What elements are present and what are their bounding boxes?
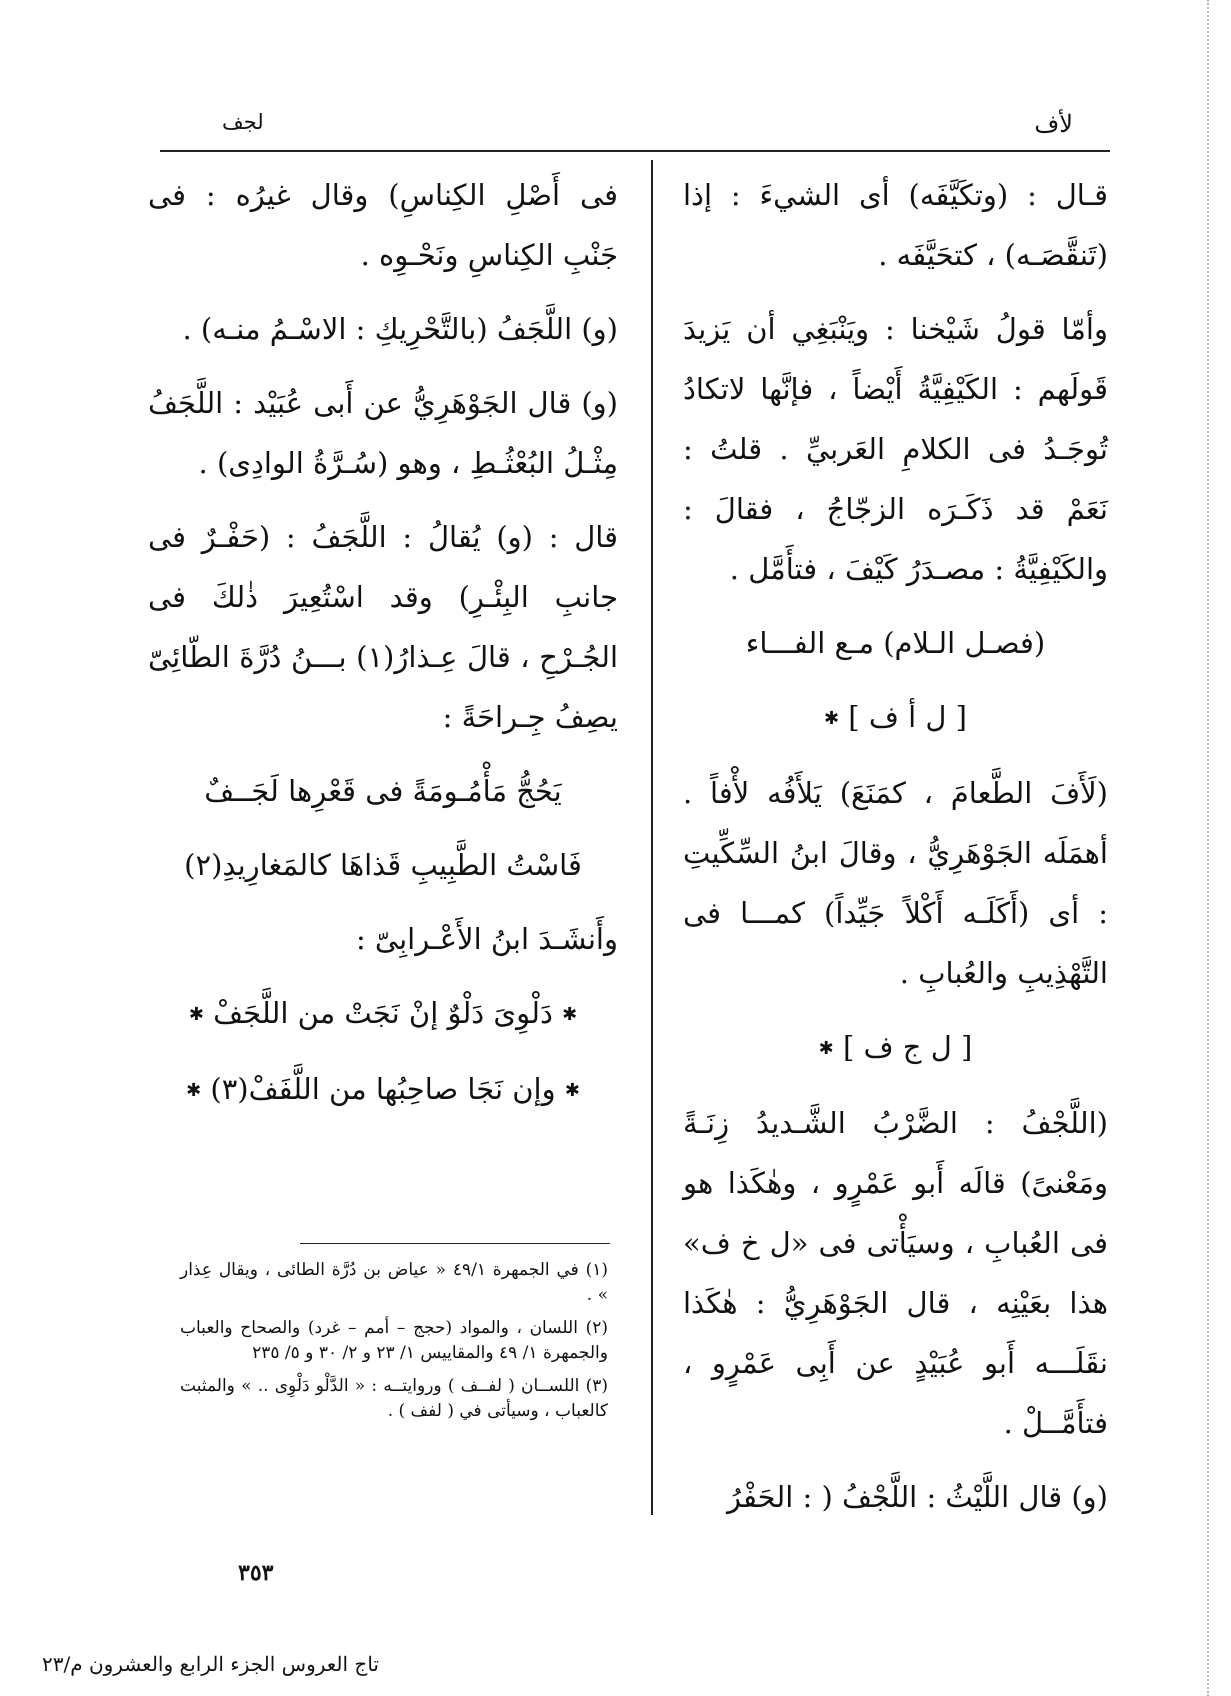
paragraph: (و) قال الجَوْهَرِيُّ عن أَبى عُبَيْد : اللَّجَفُ مِثْـلُ البُعْثُـطِ ، وهو (سُـرَّةُ الوادِى) . bbox=[148, 386, 618, 480]
entry-root: [ ل ج ف ] bbox=[842, 1030, 973, 1064]
verse-text: وإن نَجَا صاحِبُها من اللَّفَفْ(٣) bbox=[210, 1072, 556, 1106]
paragraph: (و) قال اللَّيْثُ : اللَّجْفُ ( : الحَفْرُ bbox=[726, 1480, 1108, 1514]
right-column bbox=[683, 165, 1108, 1541]
entry-heading bbox=[683, 687, 1108, 749]
asterisk-icon: ✱ bbox=[186, 1080, 202, 1101]
header-word-left: لجف bbox=[222, 110, 264, 134]
paragraph: قال : (و) يُقالُ : اللَّجَفُ : (حَفْـرٌ فى جانبِ البِئْـرِ) وقد اسْتُعِيرَ ذٰلكَ فى الجُـرْحِ ، قالَ عِـذارُ(١) بـــنُ دُرَّةَ الطّائِىّ يصِفُ جِـراحَةً : bbox=[148, 520, 619, 734]
left-column bbox=[148, 165, 618, 1135]
paragraph: فى أَصْلِ الكِناسِ) وقال غيرُه : فى جَنْبِ الكِناسِ ونَحْـوِه . bbox=[148, 178, 618, 272]
asterisk-icon: ✱ bbox=[188, 1004, 204, 1025]
page-number: ٣٥٣ bbox=[238, 1560, 274, 1586]
paragraph: (اللَّجْفُ : الضَّرْبُ الشَّـديدُ زِنَـةً ومَعْنىً) قالَه أَبو عَمْرٍو ، وهٰكَذا هو فى العُبابِ ، وسيَأْتى فى «ل خ ف» هذا بعَيْنِه ، قال الجَوْهَرِيُّ : هٰكَذا نقَلَـــه أَبو عُبَيْدٍ عن أَبِى عَمْرٍو ، فتأَمَّــلْ . bbox=[683, 1106, 1108, 1440]
footnote: (٢) اللسان ، والمواد (حجج – أمم – غرد) والصحاح والعباب والجمهرة ١/ ٤٩ والمقاييس ١/ ٢٣ و ٢/ ٣٠ و ٥/ ٢٣٥ bbox=[180, 1318, 608, 1363]
footnote: (٣) اللســان ( لفــف ) وروايتــه : « الدَّلْو دَلْوِى .. » والمثبت كالعباب ، وسيأتى في ( لفف ) . bbox=[180, 1376, 608, 1421]
paragraph: وأمّا قولُ شَيْخنا : ويَنْبَغِي أن يَزيدَ قَولَهم : الكَيْفِيَّةُ أَيْضاً ، فإنَّها لاتكادُ تُوجَـدُ فى الكلامِ العَربيِّ . قلتُ : نَعَمْ قد ذَكَـرَه الزجّاجُ ، فقالَ : والكَيْفِيَّةُ : مصـدَرُ كَيْفَ ، فتأَمَّل . bbox=[683, 312, 1108, 586]
bottom-caption: تاج العروس الجزء الرابع والعشرون م/٢٣ bbox=[42, 1652, 380, 1676]
paragraph: (لَأَفَ الطَّعامَ ، كمَنَعَ) يَلأَفُه لأْفاً . أهمَلَه الجَوْهَرِيُّ ، وقالَ ابنُ السِّكِّيتِ : أى (أَكَلَـه أَكْلاً جَيِّداً) كمـــا فى التَّهْذِيبِ والعُبابِ . bbox=[683, 776, 1108, 990]
entry-heading bbox=[683, 1017, 1108, 1079]
column-divider bbox=[651, 160, 653, 1515]
asterisk-icon: ✱ bbox=[564, 1080, 580, 1101]
section-heading: (فصـل الـلام) مـع الفـــاء bbox=[745, 626, 1046, 660]
verse-text: دَلْوِىَ دَلْوٌ إنْ نَجَتْ من اللَّجَفْ bbox=[213, 996, 553, 1030]
rajaz-line bbox=[148, 983, 618, 1045]
asterisk-icon: ✱ bbox=[562, 1004, 578, 1025]
footnote-rule bbox=[300, 1243, 610, 1244]
paragraph: وأَنشَـدَ ابنُ الأَعْـرابِىّ : bbox=[355, 922, 618, 956]
asterisk-icon: ✱ bbox=[823, 708, 840, 729]
paragraph: قـال : (وتكَيَّفَه) أى الشيءَ : إذا (تَنقَّصَـه) ، كتحَيَّفَه . bbox=[683, 178, 1108, 272]
rajaz-line bbox=[148, 1059, 618, 1121]
verse-line: فَاسْتُ الطَّبِيبِ قَذاهَا كالمَغارِيدِ(٢) bbox=[184, 848, 582, 882]
asterisk-icon: ✱ bbox=[818, 1038, 834, 1059]
footnote: (١) في الجمهرة ٤٩/١ « عياض بن دُرَّة الطائى ، ويقال عِذار » . bbox=[180, 1260, 608, 1305]
header-rule bbox=[160, 150, 1110, 152]
page-edge-dots bbox=[1207, 0, 1209, 1696]
entry-root: [ ل أ ف ] bbox=[848, 700, 967, 734]
verse-line: يَحُجُّ مَأْمُـومَةً فى قَعْرِها لَجَــفٌ bbox=[204, 774, 562, 808]
header-word-right: لأف bbox=[1034, 110, 1073, 138]
paragraph: (و) اللَّجَفُ (بالتَّحْرِيكِ : الاسْـمُ منـه) . bbox=[182, 312, 618, 346]
footnotes bbox=[180, 1258, 608, 1432]
